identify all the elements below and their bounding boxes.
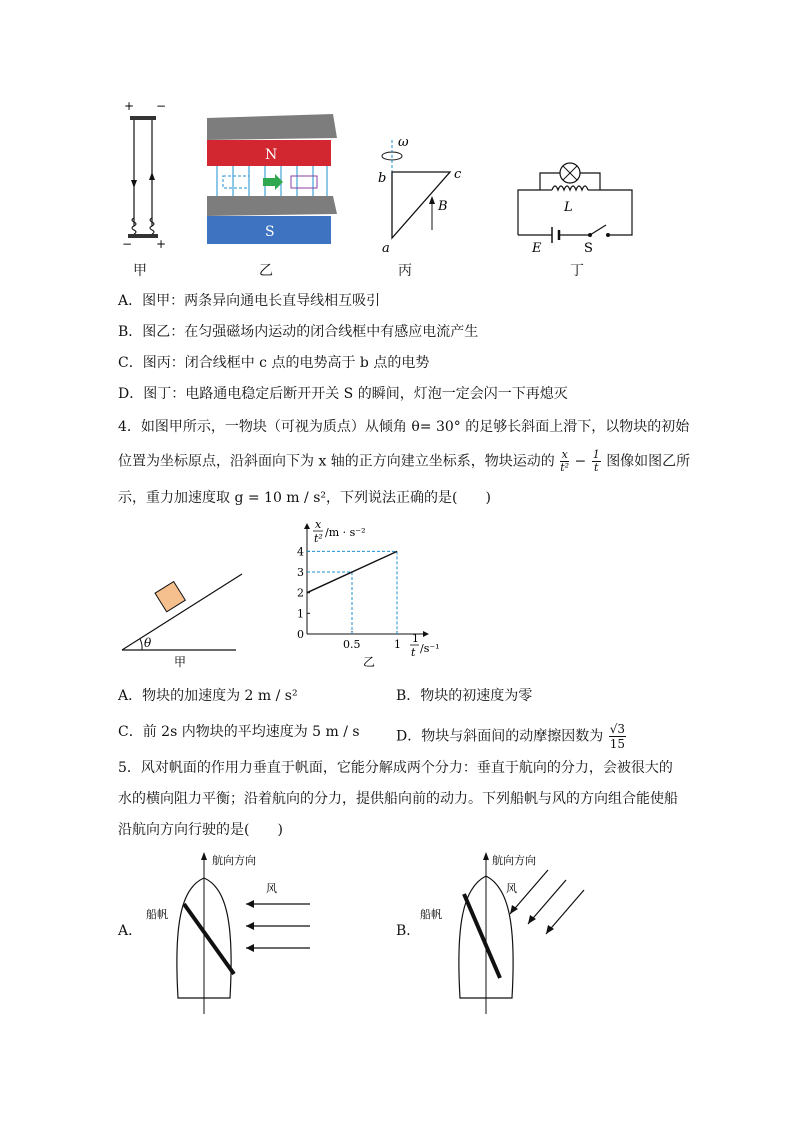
q3-option-b: B．图乙：在匀强磁场内运动的闭合线框中有感应电流产生	[118, 324, 479, 340]
arrow-up-icon	[483, 852, 489, 860]
sail-label: 船帆	[146, 908, 168, 921]
x-axis-arrow-icon	[423, 631, 429, 637]
y-axis-arrow-icon	[304, 523, 310, 529]
battery-label: E	[532, 241, 542, 255]
q4-stem-line2	[118, 449, 690, 474]
figure-jia	[118, 100, 168, 250]
series-line	[307, 551, 397, 592]
sail	[184, 904, 234, 974]
svg-text:t²: t²	[314, 532, 323, 545]
bottom-plate	[207, 196, 337, 216]
minus-sign: −	[574, 453, 587, 470]
graph-y-label	[313, 518, 366, 545]
plus-sign-bottom: +	[156, 237, 167, 250]
wind-arrows	[510, 870, 584, 934]
switch-contact	[606, 233, 610, 237]
q5-option-a-label: A．	[118, 923, 143, 939]
sail	[464, 894, 500, 978]
q5-figure-a	[140, 848, 330, 1018]
point-b-label: b	[378, 171, 387, 186]
q4-stem-line2-a: 位置为坐标原点，沿斜面向下为 x 轴的正方向建立坐标系，物块运动的	[118, 453, 555, 470]
arrow-up-icon	[201, 852, 207, 860]
svg-text:1: 1	[412, 632, 419, 645]
y-tick-label: 3	[297, 566, 304, 580]
y-tick-label: 2	[297, 586, 304, 600]
inductor-label: L	[564, 200, 573, 215]
incline-figure-label: 甲	[174, 655, 187, 669]
figure-yi	[205, 112, 340, 247]
svg-text:/s⁻¹: /s⁻¹	[420, 642, 440, 655]
arrow-up-icon	[429, 196, 435, 204]
top-plate	[207, 114, 337, 140]
bottom-bar	[128, 234, 158, 238]
graph-figure-label: 乙	[363, 655, 376, 668]
q3-option-c: C．图丙：闭合线框中 c 点的电势高于 b 点的电势	[118, 355, 430, 371]
q4-option-c: C．前 2s 内物块的平均速度为 5 m / s	[118, 724, 360, 740]
arrow-left-icon	[246, 900, 254, 908]
switch-label: S	[584, 241, 593, 255]
q5-option-b-label: B．	[396, 923, 421, 939]
theta-label: θ	[144, 636, 152, 650]
figure-graph	[285, 518, 445, 668]
fraction-x-over-t2: $\frac{x}{\text{t²}}$	[560, 448, 570, 474]
figure-ding	[512, 155, 642, 255]
incline-surface	[122, 574, 242, 650]
sail-label: 船帆	[420, 908, 442, 921]
q5-stem-line1: 5．风对帆面的作用力垂直于帆面，它能分解成两个分力：垂直于航向的分力，会被很大的	[118, 760, 673, 776]
motion-arrow-icon	[263, 174, 283, 190]
wind-label: 风	[506, 882, 517, 895]
block	[155, 582, 185, 612]
heading-label: 航向方向	[492, 854, 536, 867]
fraction-1-over-t: $\frac{1}{t}$	[592, 448, 600, 474]
figure-incline	[118, 570, 248, 670]
q5-stem-line2: 水的横向阻力平衡；沿着航向的分力，提供船向前的动力。下列船帆与风的方向组合能使船	[118, 791, 678, 807]
figure-label-jia: 甲	[133, 263, 147, 279]
q3-option-d: D．图丁：电路通电稳定后断开开关 S 的瞬间，灯泡一定会闪一下再熄灭	[118, 386, 568, 402]
omega-label: ω	[398, 135, 409, 150]
arrow-down-icon	[131, 180, 137, 188]
figure-label-yi: 乙	[259, 263, 273, 279]
n-pole-label: N	[265, 147, 278, 163]
figure-bing	[370, 132, 470, 257]
wind-arrows	[246, 904, 310, 948]
arrow-left-icon	[246, 922, 254, 930]
figure-label-ding: 丁	[570, 263, 584, 279]
q4-stem-line1: 4．如图甲所示，一物块（可视为质点）从倾角 θ= 30° 的足够长斜面上滑下，以物块的初始	[118, 419, 690, 435]
y-tick-label: 4	[297, 545, 304, 559]
fraction-sqrt3-over-15: $\frac{√3}{15}$	[609, 722, 625, 751]
minus-sign-top: −	[156, 100, 167, 113]
plus-sign-top: +	[124, 100, 135, 113]
angle-arc	[140, 639, 142, 650]
point-c-label: c	[454, 167, 462, 182]
arrow-left-icon	[246, 944, 254, 952]
q3-option-a: A．图甲：两条异向通电长直导线相互吸引	[118, 293, 381, 309]
heading-label: 航向方向	[212, 854, 256, 867]
point-a-label: a	[382, 241, 390, 256]
svg-text:x: x	[315, 518, 322, 531]
q5-stem-line3: 沿航向方向行驶的是( )	[118, 822, 283, 838]
x-tick-label: 0.5	[343, 638, 361, 651]
svg-text:t: t	[411, 646, 416, 659]
figure-label-bing: 丙	[398, 263, 412, 279]
q4-option-d-text: D．物块与斜面间的动摩擦因数为	[396, 728, 604, 745]
x-tick-label: 1	[394, 638, 401, 651]
wind-label: 风	[266, 882, 277, 895]
field-b-label: B	[438, 199, 448, 214]
s-pole-label: S	[265, 224, 275, 240]
arrow-up-icon	[149, 172, 155, 180]
y-tick-label: 1	[297, 607, 304, 621]
q4-stem-line3: 示，重力加速度取 g = 10 m / s²，下列说法正确的是( )	[118, 490, 491, 506]
q4-option-b: B．物块的初速度为零	[396, 688, 533, 704]
q4-stem-line2-b: 图像如图乙所	[606, 453, 691, 470]
q4-option-d	[396, 722, 627, 751]
q5-figure-b	[418, 848, 598, 1018]
coil-dashed	[223, 176, 249, 188]
svg-text:/m · s⁻²: /m · s⁻²	[325, 526, 366, 539]
top-bar	[130, 116, 156, 120]
minus-sign-bottom: −	[122, 237, 133, 250]
inductor-icon	[552, 186, 588, 190]
q4-option-a: A．物块的加速度为 2 m / s²	[118, 688, 298, 704]
y-tick-label: 0	[297, 628, 304, 641]
switch-lever	[590, 225, 606, 235]
